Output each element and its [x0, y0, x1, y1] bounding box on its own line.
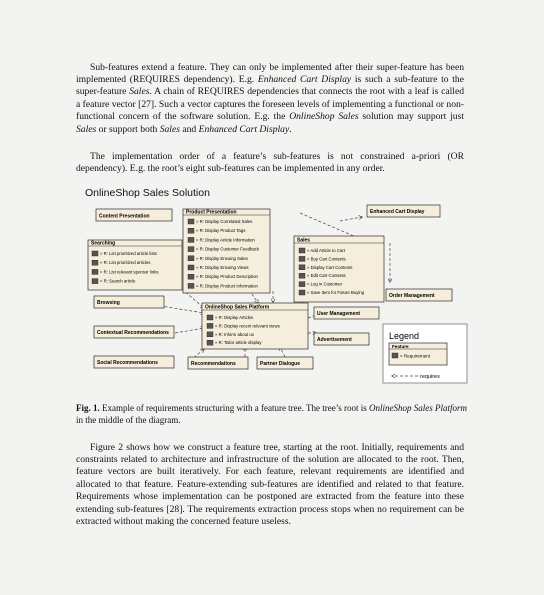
text-run: Sub-features extend a feature. They can only be implemented after their super-feature has been implemented (REQUIRES dependency). E.g. [76, 61, 464, 85]
feature-label: Content Presentation [99, 213, 150, 220]
requirement-item: » R: Display Correlated Sales [196, 219, 253, 224]
feature-label: Browsing [97, 300, 120, 306]
requirement-item: » R: Search article [100, 278, 136, 284]
feature-label: Order Management [389, 293, 435, 299]
text-run: . A chain of REQUIRES dependencies that connects the root with a leaf is called a feature vector [27]. Such a vector captures the foreseen levels of implementing a functional or non-functional concern of the software solution. E.g. the [76, 86, 464, 123]
requirement-item: » R: Display Article Information [196, 237, 255, 243]
requirement-item: » Log in Customer [307, 281, 343, 287]
requirement-icon [207, 315, 213, 320]
requirement-icon [299, 256, 305, 261]
legend-requirement-label: » Requirement [400, 353, 431, 359]
text-italic: Enhanced Cart Display [198, 123, 290, 135]
feature-label: Advertisement [317, 337, 352, 343]
text-italic: Enhanced Cart Display [257, 74, 352, 85]
text-run: is such a sub-feature to the super-feature [76, 74, 464, 98]
requirement-icon [188, 247, 194, 252]
feature-label: OnlineShop Sales Platform [205, 304, 270, 311]
text-italic: Sales [129, 86, 150, 98]
requirement-icon [188, 256, 194, 261]
legend-feature-label: Feature [392, 344, 409, 349]
diagram-title: OnlineShop Sales Solution [85, 187, 210, 199]
requirement-item: » R: List prioritized article lists [100, 251, 157, 256]
requirement-icon [92, 260, 98, 265]
requirement-item: » Buy Cart Contents [307, 256, 346, 262]
requirement-item: » Save Item for Future Buying [307, 290, 365, 295]
text-run: in the middle of the diagram. [76, 414, 181, 425]
requirement-icon [299, 290, 305, 295]
legend-requires-label: requires [420, 374, 440, 380]
requirement-item: » R: Display recent relevant views [215, 323, 280, 329]
requirement-icon [207, 323, 213, 328]
requirement-icon [92, 269, 98, 274]
requirement-icon [188, 274, 194, 279]
requirement-item: » R: Display Ensuing Sales [196, 255, 248, 261]
requirement-item: » Edit Cart Contents [307, 273, 346, 279]
requirement-icon [92, 251, 98, 256]
requirement-item: » R: List prioritized articles [100, 260, 151, 266]
text-run: Example of requirements structuring with a feature tree. The tree’s root is [99, 403, 369, 413]
requirement-icon [207, 332, 213, 337]
requirement-item: » R: Tailor article display [215, 340, 262, 346]
text-italic: OnlineShop Sales Platform [369, 403, 467, 413]
feature-label: Recommendations [191, 361, 236, 367]
feature-label: Partner Dialogue [260, 361, 301, 367]
feature-label: Sales [297, 237, 311, 244]
feature-label: User Management [317, 311, 361, 317]
feature-label: Product Presentation [186, 209, 237, 216]
text-run: solution may support just [358, 111, 464, 123]
requirement-icon [188, 228, 194, 233]
requirement-icon [299, 265, 305, 270]
requirement-item: » R: Display Customer Feedback [196, 246, 260, 252]
requirement-icon [299, 282, 305, 287]
requirement-item: » R: Inform about us [215, 331, 254, 337]
text-run: or support both [96, 123, 160, 135]
requirement-icon [188, 237, 194, 242]
requirement-item: » R: Display Articles [215, 315, 254, 320]
text-italic: Sales [76, 123, 97, 135]
text-italic: Sales [159, 123, 180, 135]
requirement-icon [207, 340, 213, 345]
feature-label: Contextual Recommendations [97, 330, 169, 336]
requirement-item: » Add Article to Cart [307, 248, 345, 253]
requirement-item: » R: Display Ensuing Views [196, 265, 249, 270]
figure-caption [76, 403, 468, 426]
requirement-item: » R: Display Product Tags [196, 228, 246, 234]
requirement-icon [299, 248, 305, 253]
paragraph-implementation-order: The implementation order of a feature’s sub-features is not constrained a-priori (OR dependency). E.g. the root’s eight sub-features can be implemented in any order. [76, 150, 464, 174]
text-run: . [289, 123, 292, 135]
requirement-item: » Display Cart Contents [307, 264, 353, 270]
feature-label: Enhanced Cart Display [370, 209, 425, 215]
text-italic: OnlineShop Sales [289, 111, 359, 123]
feature-tree-diagram [80, 183, 470, 388]
requirement-icon [299, 273, 305, 278]
feature-label: Searching [91, 240, 116, 247]
requirement-item: » R: Display Product Information [196, 283, 258, 289]
text-run: and [179, 123, 199, 135]
legend-title: Legend [389, 331, 420, 341]
requirement-item: » R: List relevant sponsor links [100, 269, 159, 275]
paragraph-figure2: Figure 2 shows how we construct a feature tree, starting at the root. Initially, requirements and constraints related to architecture and infrastructure of the solution are allocated to the root. Then, feature vectors are built iteratively. For each feature, relevant requirements are identified and allocated to that feature. Feature-extending sub-features are identified and related to that feature. Requirements whose implementation can be postponed are extracted from the feature into these extending sub-features [28]. The requirements extraction process stops when no requirement can be extracted without making the concerned feature useless. [76, 441, 464, 528]
requirement-item: » R: Display Product Description [196, 274, 258, 280]
caption-label: Fig. 1. [76, 403, 100, 413]
requirement-icon [188, 265, 194, 270]
requirement-icon [188, 219, 194, 224]
requirement-icon [188, 283, 194, 288]
paragraph-subfeatures [76, 62, 464, 136]
feature-label: Social Recommendations [97, 360, 158, 366]
requirement-icon [392, 353, 398, 358]
requirement-icon [92, 279, 98, 284]
